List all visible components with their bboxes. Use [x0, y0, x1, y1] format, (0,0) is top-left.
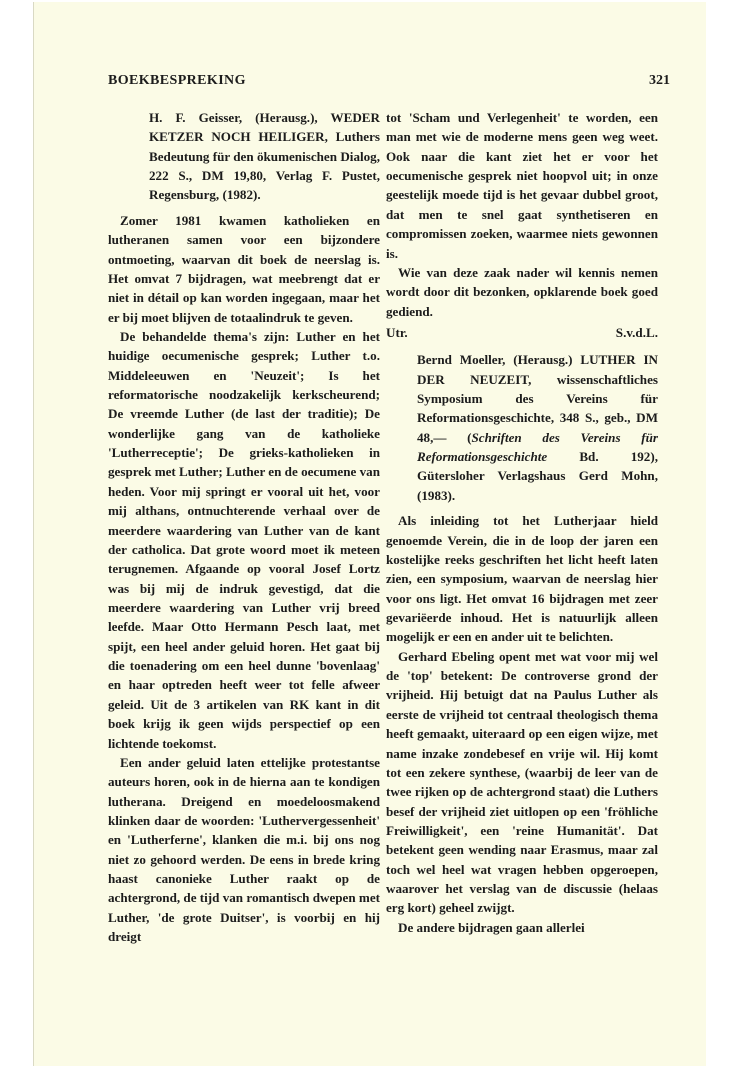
reference-2-series-title: Schriften des Vereins für Reformationsgeschichte: [417, 429, 658, 465]
left-column: [108, 108, 380, 946]
paragraph-right-1: tot 'Scham und Verlegenheit' te worden, een man met wie de moderne mens geen weg weet. Ook naar die kant ziet het er voor het oecumenische gesprek niet hoopvol uit; in onze geestelijk moede tijd is het gevaar dubbel groot, dat men te snel gaat synthetiseren en compromissen zoeken, waarmee niets gewonnen is.: [386, 110, 658, 261]
page-number: 321: [649, 73, 670, 88]
reference-2-text-after: Bd. 192), Gütersloher Verlagshaus Gerd Mohn, (1983).: [417, 449, 658, 503]
paragraph-left-3: Een ander geluid laten ettelijke protestantse auteurs horen, ook in de hierna aan te kondigen lutherana. Dreigend en moedeloosmakend klinken daar de woorden: 'Luthervergessenheit' en 'Lutherferne', klanken die m.i. bij ons nog niet zo gehoord werden. De eens in brede kring haast canonieke Luther raakt op de achtergrond, de tijd van romantisch dwepen met Luther, 'de grote Duitser', is voorbij en hij dreigt: [108, 754, 380, 945]
paragraph-right-2: Wie van deze zaak nader wil kennis nemen wordt door dit bezonken, opklarende boek goed gediend.: [386, 264, 658, 319]
book-reference-1: H. F. Geisser, (Herausg.), WEDER KETZER NOCH HEILIGER, Luthers Bedeutung für den ökumenischen Dialog, 222 S., DM 19,80, Verlag F. Pustet, Regensburg, (1982).: [149, 110, 380, 203]
paragraph-left-2: De behandelde thema's zijn: Luther en het huidige oecumenische gesprek; Luther t.o. Middeleeuwen en 'Neuzeit'; Is het reformatorische noodzakelijk kerkscheurend; De vreemde Luther (de last der traditie); De wonderlijke gang van de katholieke 'Lutherreceptie'; De grieks-katholieken in gesprek met Luther; Luther en de oecumene van heden. Voor mij springt er vooral uit het, voor mij althans, ontnuchterende verhaal over de meerdere waardering van Luther van de kant der catholica. Dat grote woord moet ik meteen terugnemen. Afgaande op vooral Josef Lortz was bij mij de indruk gevestigd, dat die meerdere waardering van Luther vrij breed leefde. Maar Otto Hermann Pesch laat, met spijt, een heel ander geluid horen. Het gaat bij die toenadering om een heel dunne 'bovenlaag' en haar optreden heeft weer tot felle afweer geleid. Uit de 3 artikelen van RK kant in dit boek krijg ik geen wijds perspectief op een lichtende toekomst.: [108, 328, 380, 751]
paragraph-right-5: De andere bijdragen gaan allerlei: [398, 919, 585, 935]
right-column: [386, 108, 658, 937]
book-page: [33, 2, 706, 1066]
paragraph-left-1: Zomer 1981 kwamen katholieken en lutheranen samen voor een bijzondere ontmoeting, waarvan dit boek de neerslag is. Het omvat 7 bijdragen, wat meebrengt dat er niet in détail op kan worden ingegaan, maar het er bij moet blijven de totaalindruk te geven.: [108, 212, 380, 325]
signature-initials: S.v.d.L.: [615, 324, 658, 340]
review-signature: [386, 323, 658, 342]
signature-place: Utr.: [386, 324, 408, 340]
book-reference-2: [386, 350, 658, 505]
running-head: BOEKBESPREKING: [108, 73, 246, 88]
reference-2-text-before: Bernd Moeller, (Herausg.) LUTHER IN DER NEUZEIT, wissenschaftliches Symposium des Vereins für Reformationsgeschichte, 348 S., geb., DM 48,— (: [417, 352, 658, 445]
paragraph-right-3: Als inleiding tot het Lutherjaar hield genoemde Verein, die in de loop der jaren een kostelijke reeks geschriften het licht heeft laten zien, een symposium, waarvan de neerslag hier voor ons ligt. Het omvat 16 bijdragen met zeer gevariëerde inhoud. Het is natuurlijk alleen mogelijk er een en ander uit te belichten.: [386, 513, 658, 645]
paragraph-right-4: Gerhard Ebeling opent met wat voor mij wel de 'top' betekent: De controverse grond der vrijheid. Hij betuigt dat na Paulus Luther als eerste de vrijheid tot centraal theologisch thema heeft gemaakt, uiteraard op een eigen wijze, met name inzake zondebesef en vrije wil. Hij komt tot een zekere synthese, (waarbij de leer van de twee rijken op de achtergrond staat) die Luthers besef der vrijheid ziet uitlopen op een 'fröhliche Freiwilligkeit', een 'reine Humanität'. Dat betekent geen wending naar Erasmus, maar zal toch wel heel wat vragen hebben opgeroepen, waarover het verslag van de discussie (helaas erg kort) geheel zwijgt.: [386, 648, 658, 916]
